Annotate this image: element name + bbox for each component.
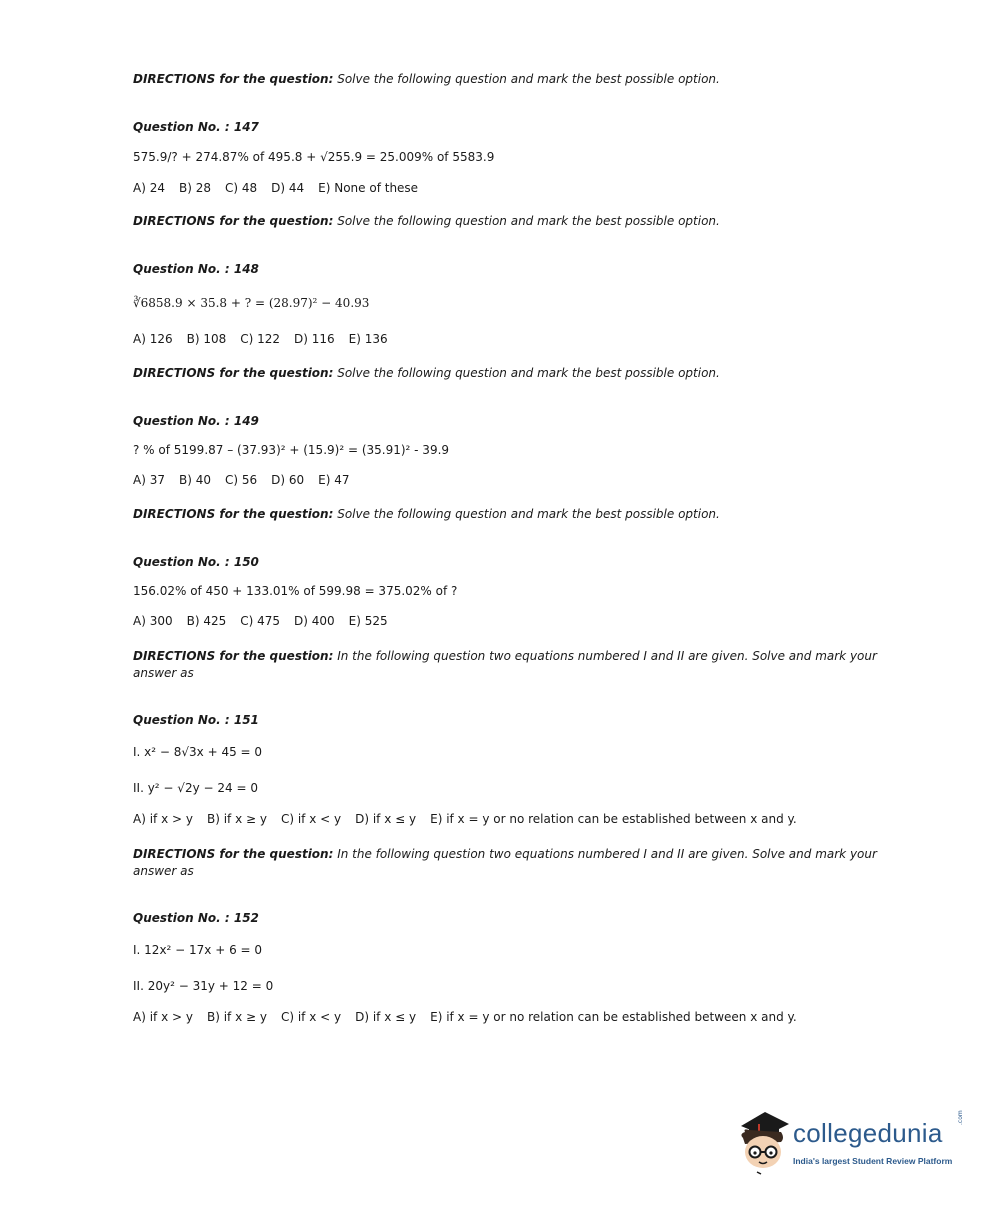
option[interactable]: E) if x = y or no relation can be established between x and y. bbox=[430, 812, 797, 826]
directions: DIRECTIONS for the question: In the following question two equations numbered I and II are given. Solve and mark your answer as bbox=[133, 649, 877, 680]
equation-two: II. y² − √2y − 24 = 0 bbox=[133, 781, 258, 795]
logo-suffix: .com bbox=[957, 1110, 964, 1125]
equation-one: I. x² − 8√3x + 45 = 0 bbox=[133, 745, 263, 759]
directions: DIRECTIONS for the question: Solve the following question and mark the best possible option. bbox=[133, 214, 720, 228]
student-mascot-icon bbox=[735, 1108, 791, 1178]
option[interactable]: E) 47 bbox=[318, 473, 350, 487]
option[interactable]: E) None of these bbox=[318, 181, 419, 195]
option[interactable]: E) 525 bbox=[348, 614, 388, 628]
directions: DIRECTIONS for the question: Solve the following question and mark the best possible option. bbox=[133, 72, 720, 86]
option[interactable]: C) 56 bbox=[224, 473, 258, 487]
option[interactable]: D) 116 bbox=[294, 332, 335, 346]
equation: ∛6858.9 × 35.8 + ? = (28.97)² − 40.93 bbox=[133, 296, 370, 310]
option[interactable]: D) 44 bbox=[271, 181, 305, 195]
logo-wordmark: collegedunia bbox=[793, 1118, 943, 1148]
options bbox=[133, 614, 402, 628]
option[interactable]: D) if x ≤ y bbox=[355, 1010, 417, 1024]
options bbox=[133, 332, 402, 346]
option[interactable]: D) if x ≤ y bbox=[355, 812, 417, 826]
equation: 156.02% of 450 + 133.01% of 599.98 = 375.02% of ? bbox=[133, 584, 458, 598]
option[interactable]: C) if x < y bbox=[280, 812, 342, 826]
option[interactable]: B) 108 bbox=[186, 332, 227, 346]
question-number: Question No. : 150 bbox=[133, 555, 259, 569]
option[interactable]: B) if x ≥ y bbox=[206, 812, 267, 826]
option[interactable]: C) if x < y bbox=[280, 1010, 342, 1024]
options bbox=[133, 812, 811, 826]
option[interactable]: B) 425 bbox=[186, 614, 227, 628]
option[interactable]: B) 40 bbox=[178, 473, 211, 487]
option[interactable]: A) 37 bbox=[133, 473, 165, 487]
option[interactable]: D) 400 bbox=[294, 614, 335, 628]
collegedunia-logo[interactable] bbox=[735, 1108, 965, 1180]
option[interactable]: C) 475 bbox=[240, 614, 281, 628]
option[interactable]: D) 60 bbox=[271, 473, 305, 487]
question-number: Question No. : 151 bbox=[133, 713, 259, 727]
option[interactable]: E) if x = y or no relation can be established between x and y. bbox=[430, 1010, 797, 1024]
option[interactable]: A) 24 bbox=[133, 181, 165, 195]
option[interactable]: C) 122 bbox=[240, 332, 281, 346]
equation: ? % of 5199.87 – (37.93)² + (15.9)² = (35.91)² - 39.9 bbox=[133, 443, 450, 457]
directions: DIRECTIONS for the question: Solve the following question and mark the best possible option. bbox=[133, 366, 720, 380]
directions: DIRECTIONS for the question: In the following question two equations numbered I and II are given. Solve and mark your answer as bbox=[133, 847, 877, 878]
option[interactable]: B) if x ≥ y bbox=[206, 1010, 267, 1024]
option[interactable]: A) 300 bbox=[133, 614, 173, 628]
question-number: Question No. : 148 bbox=[133, 262, 259, 276]
equation-two: II. 20y² − 31y + 12 = 0 bbox=[133, 979, 274, 993]
option[interactable]: A) if x > y bbox=[133, 1010, 193, 1024]
equation-one: I. 12x² − 17x + 6 = 0 bbox=[133, 943, 263, 957]
options bbox=[133, 473, 364, 487]
logo-tagline: India's largest Student Review Platform bbox=[793, 1156, 953, 1166]
options bbox=[133, 1010, 811, 1024]
option[interactable]: B) 28 bbox=[178, 181, 211, 195]
option[interactable]: E) 136 bbox=[348, 332, 388, 346]
option[interactable]: A) if x > y bbox=[133, 812, 193, 826]
question-number: Question No. : 152 bbox=[133, 911, 259, 925]
option[interactable]: A) 126 bbox=[133, 332, 173, 346]
equation: 575.9/? + 274.87% of 495.8 + √255.9 = 25.009% of 5583.9 bbox=[133, 150, 495, 164]
directions: DIRECTIONS for the question: Solve the following question and mark the best possible option. bbox=[133, 507, 720, 521]
option[interactable]: C) 48 bbox=[224, 181, 258, 195]
question-number: Question No. : 147 bbox=[133, 120, 259, 134]
question-number: Question No. : 149 bbox=[133, 414, 259, 428]
options bbox=[133, 181, 432, 195]
